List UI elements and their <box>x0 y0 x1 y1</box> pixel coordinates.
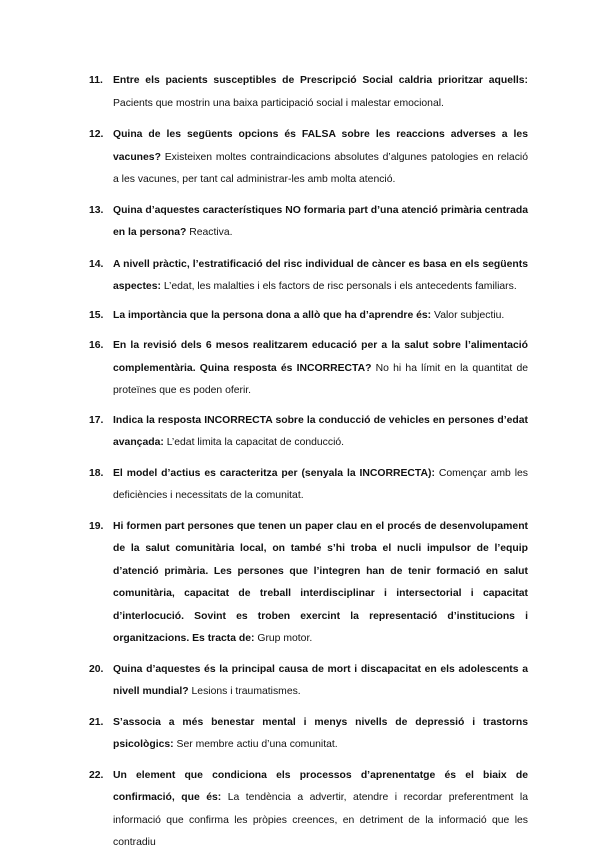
question-number: 19. <box>89 520 104 532</box>
question-text: En la revisió dels 6 mesos realitzarem educació per a la salut sobre l’alimentació complementària. Quina resposta és INCORRECTA? <box>113 340 528 374</box>
question-text: Quina d’aquestes és la principal causa de mort i discapacitat en els adolescents a nivell mundial? <box>113 663 528 697</box>
question-number: 11. <box>89 75 103 86</box>
answer-text: Ser membre actiu d’una comunitat. <box>176 739 338 750</box>
answer-text: La tendència a advertir, atendre i recordar preferentment la informació que confirma les pròpies creences, en detriment de la informació que les contradiu <box>113 792 529 848</box>
question-item <box>89 254 528 299</box>
question-item <box>89 659 528 704</box>
answer-text: L’edat, les malalties i els factors de risc personals i els antecedents familiars. <box>163 281 517 292</box>
question-text: Entre els pacients susceptibles de Prescripció Social caldria prioritzar aquells: <box>113 75 528 86</box>
question-text: Quina d’aquestes característiques NO formaria part d’una atenció primària centrada en la persona? <box>113 204 528 238</box>
answer-text: Reactiva. <box>189 227 233 238</box>
question-number: 15. <box>89 309 104 321</box>
question-number: 17. <box>89 414 104 426</box>
question-text: A nivell pràctic, l’estratificació del risc individual de càncer es basa en els següents aspectes: <box>113 258 528 292</box>
answer-text: Començar amb les deficiències i necessitats de la comunitat. <box>113 467 529 501</box>
question-text: La importància que la persona dona a allò que ha d’aprendre és: <box>113 309 432 321</box>
question-text: S’associa a més benestar mental i menys nivells de depressió i trastorns psicològics: <box>113 716 528 750</box>
question-number: 14. <box>89 258 104 270</box>
question-text: Indica la resposta INCORRECTA sobre la conducció de vehicles en persones d’edat avançada: <box>113 414 528 448</box>
question-text: El model d’actius es caracteritza per (senyala la INCORRECTA): <box>113 467 435 479</box>
question-number: 21. <box>89 716 104 728</box>
question-number: 13. <box>89 204 104 216</box>
question-number: 12. <box>89 129 104 140</box>
question-item <box>89 200 528 245</box>
answer-text: Existeixen moltes contraindicacions absolutes d’algunes patologies en relació a les vacunes, per tant cal administrar-les amb molta atenció. <box>113 151 528 185</box>
question-item <box>89 335 529 403</box>
question-item <box>89 124 528 192</box>
question-text: Hi formen part persones que tenen un paper clau en el procés de desenvolupament de la salut comunitària local, on també s’hi troba el nucli impulsor de l’equip d’atenció primària. Les persones que l’integren han de tenir formació en salut comunitària, capacitat de treball interdisciplinar i intersectorial i capacitat d’interlocució. Sovint es troben exercint la representació d’institucions i organitzacions. Es tracta de: <box>113 520 528 644</box>
answer-text: Valor subjectiu. <box>434 309 505 321</box>
question-number: 16. <box>89 340 104 351</box>
question-number: 20. <box>89 663 104 675</box>
question-item <box>89 70 528 115</box>
question-item <box>89 712 528 757</box>
answer-text: Lesions i traumatismes. <box>191 686 301 697</box>
question-list <box>0 70 600 855</box>
question-item <box>89 305 528 328</box>
question-item <box>89 765 529 855</box>
question-item <box>89 516 528 651</box>
answer-text: No hi ha límit en la quantitat de proteïnes que es poden oferir. <box>113 362 529 396</box>
question-number: 22. <box>89 769 104 781</box>
answer-text: Pacients que mostrin una baixa participació social i malestar emocional. <box>113 97 444 109</box>
question-item <box>89 463 529 508</box>
question-number: 18. <box>89 467 104 479</box>
question-item <box>89 410 528 455</box>
answer-text: Grup motor. <box>257 633 313 644</box>
answer-text: L’edat limita la capacitat de conducció. <box>166 437 345 448</box>
question-text: Quina de les següents opcions és FALSA sobre les reaccions adverses a les vacunes? <box>113 129 528 163</box>
question-text: Un element que condiciona els processos d’aprenentatge és el biaix de confirmació, que és: <box>113 769 528 803</box>
